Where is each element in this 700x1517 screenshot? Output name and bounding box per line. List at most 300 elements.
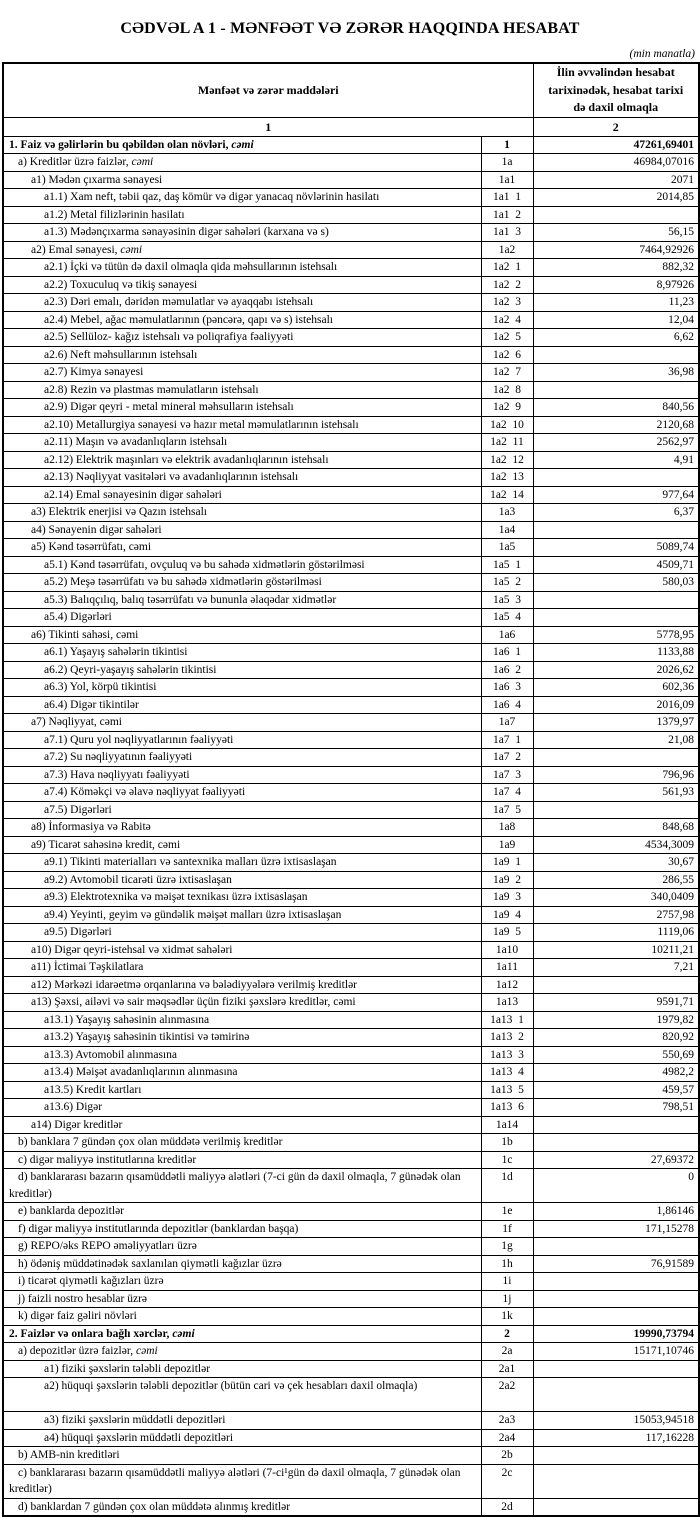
row-code: 1d bbox=[481, 1169, 533, 1203]
table-row bbox=[3, 171, 699, 189]
table-row bbox=[3, 1464, 699, 1498]
table-row bbox=[3, 1412, 699, 1430]
table-row bbox=[3, 346, 699, 364]
row-code: 1a9 4 bbox=[481, 906, 533, 924]
row-label: a2.2) Toxuculuq və tikiş sənayesi bbox=[3, 276, 481, 294]
row-label: a1) Mədən çıxarma sənayesi bbox=[3, 171, 481, 189]
table-row bbox=[3, 591, 699, 609]
row-code: 1a13 1 bbox=[481, 1011, 533, 1029]
row-label-emphasis: cəmi bbox=[172, 1327, 195, 1340]
row-code: 2a3 bbox=[481, 1412, 533, 1430]
row-code: 2a2 bbox=[481, 1378, 533, 1412]
row-label: a6.4) Digər tikintilər bbox=[3, 696, 481, 714]
row-code: 1a6 2 bbox=[481, 661, 533, 679]
row-code: 1a9 2 bbox=[481, 871, 533, 889]
table-row bbox=[3, 924, 699, 942]
row-value bbox=[533, 1273, 699, 1291]
table-row bbox=[3, 1151, 699, 1169]
row-value bbox=[533, 1134, 699, 1152]
row-value: 12,04 bbox=[533, 311, 699, 329]
table-row bbox=[3, 784, 699, 802]
row-label: j) faizli nostro hesablar üzrə bbox=[3, 1290, 481, 1308]
row-code: 1a2 2 bbox=[481, 276, 533, 294]
row-code: 2 bbox=[481, 1325, 533, 1343]
unit-note: (min manatla) bbox=[629, 48, 695, 60]
table-row bbox=[3, 1378, 699, 1412]
row-code: 1a11 bbox=[481, 959, 533, 977]
row-label: a13.4) Məişət avadanlıqlarının alınmasına bbox=[3, 1064, 481, 1082]
row-value bbox=[533, 1116, 699, 1134]
row-label: f) digər maliyyə institutlarında depozitlər (banklardan başqa) bbox=[3, 1220, 481, 1238]
row-label: a9.5) Digərləri bbox=[3, 924, 481, 942]
table-row bbox=[3, 1498, 699, 1516]
table-row bbox=[3, 766, 699, 784]
row-value bbox=[533, 1238, 699, 1256]
row-label: k) digər faiz gəliri növləri bbox=[3, 1308, 481, 1326]
row-value: 36,98 bbox=[533, 364, 699, 382]
table-row bbox=[3, 871, 699, 889]
row-code: 1a2 11 bbox=[481, 434, 533, 452]
table-row bbox=[3, 521, 699, 539]
row-code: 1a2 7 bbox=[481, 364, 533, 382]
row-label: a9.4) Yeyinti, geyim və gündəlik məişət malları üzrə ixtisaslaşan bbox=[3, 906, 481, 924]
row-label: a5.1) Kənd təsərrüfatı, ovçuluq və bu sahədə xidmətlərin göstərilməsi bbox=[3, 556, 481, 574]
table-row bbox=[3, 1220, 699, 1238]
row-code: 1a2 4 bbox=[481, 311, 533, 329]
row-code: 1a5 2 bbox=[481, 574, 533, 592]
row-value: 2120,68 bbox=[533, 416, 699, 434]
row-label: a2.5) Sellüloz- kağız istehsalı və poliqrafiya fəaliyyəti bbox=[3, 329, 481, 347]
row-label: a9) Ticarət sahəsinə kredit, cəmi bbox=[3, 836, 481, 854]
row-value: 840,56 bbox=[533, 399, 699, 417]
row-value bbox=[533, 469, 699, 487]
row-label-emphasis: cəmi bbox=[231, 138, 254, 151]
table-row bbox=[3, 1447, 699, 1465]
row-value bbox=[533, 749, 699, 767]
row-code: 1a9 3 bbox=[481, 889, 533, 907]
row-code: 1e bbox=[481, 1203, 533, 1221]
table-row bbox=[3, 224, 699, 242]
row-code: 1a7 bbox=[481, 714, 533, 732]
row-code: 1a5 1 bbox=[481, 556, 533, 574]
profit-loss-table bbox=[2, 62, 700, 1517]
row-label: a7.4) Köməkçi və əlavə nəqliyyat fəaliyyəti bbox=[3, 784, 481, 802]
row-value: 30,67 bbox=[533, 854, 699, 872]
row-label: a8) İnformasiya və Rabitə bbox=[3, 819, 481, 837]
table-row bbox=[3, 1343, 699, 1361]
row-code: 1a9 1 bbox=[481, 854, 533, 872]
row-label: a1) fiziki şəxslərin tələbli depozitlər bbox=[3, 1360, 481, 1378]
column-number-row bbox=[3, 117, 699, 136]
table-row bbox=[3, 854, 699, 872]
row-label: e) banklarda depozitlər bbox=[3, 1203, 481, 1221]
row-label: b) banklara 7 gündən çox olan müddətə verilmiş kreditlər bbox=[3, 1134, 481, 1152]
row-label: a13.3) Avtomobil alınmasına bbox=[3, 1046, 481, 1064]
table-row bbox=[3, 136, 699, 154]
row-value: 1119,06 bbox=[533, 924, 699, 942]
row-code: 1a2 14 bbox=[481, 486, 533, 504]
row-value: 2026,62 bbox=[533, 661, 699, 679]
table-row bbox=[3, 451, 699, 469]
table-row bbox=[3, 714, 699, 732]
row-code: 1a2 9 bbox=[481, 399, 533, 417]
row-label: a7) Nəqliyyat, cəmi bbox=[3, 714, 481, 732]
row-value bbox=[533, 346, 699, 364]
row-value: 2562,97 bbox=[533, 434, 699, 452]
row-label: a1.2) Metal filizlərinin hasilatı bbox=[3, 206, 481, 224]
row-value bbox=[533, 591, 699, 609]
row-label: a9.1) Tikinti materialları və santexnika malları üzrə ixtisaslaşan bbox=[3, 854, 481, 872]
row-label: a2.6) Neft məhsullarının istehsalı bbox=[3, 346, 481, 364]
row-code: 1a7 1 bbox=[481, 731, 533, 749]
row-value: 2757,98 bbox=[533, 906, 699, 924]
table-row bbox=[3, 644, 699, 662]
table-row bbox=[3, 1099, 699, 1117]
row-code: 1a10 bbox=[481, 941, 533, 959]
row-label: a2) hüquqi şəxslərin tələbli depozitlər (bütün cari və çek hesabları daxil olmaqla) bbox=[3, 1378, 481, 1412]
row-value: 4,91 bbox=[533, 451, 699, 469]
row-code: 1a13 5 bbox=[481, 1081, 533, 1099]
row-value: 1979,82 bbox=[533, 1011, 699, 1029]
row-label: a2.9) Digər qeyri - metal mineral məhsulların istehsalı bbox=[3, 399, 481, 417]
row-value bbox=[533, 609, 699, 627]
row-code: 1a5 bbox=[481, 539, 533, 557]
row-label: a2.8) Rezin və plastmas məmulatların istehsalı bbox=[3, 381, 481, 399]
row-value: 602,36 bbox=[533, 679, 699, 697]
row-label-emphasis: cəmi bbox=[131, 156, 154, 168]
table-row bbox=[3, 154, 699, 172]
row-value: 882,32 bbox=[533, 259, 699, 277]
row-code: 1a13 6 bbox=[481, 1099, 533, 1117]
row-label: a5.2) Meşə təsərrüfatı və bu sahədə xidmətlərin göstərilməsi bbox=[3, 574, 481, 592]
row-code: 1a3 bbox=[481, 504, 533, 522]
row-code: 1k bbox=[481, 1308, 533, 1326]
row-value: 15053,94518 bbox=[533, 1412, 699, 1430]
row-value: 171,15278 bbox=[533, 1220, 699, 1238]
row-value: 27,69372 bbox=[533, 1151, 699, 1169]
row-code: 1a4 bbox=[481, 521, 533, 539]
row-label: d) banklardan 7 gündən çox olan müddətə alınmış kreditlər bbox=[3, 1498, 481, 1516]
row-value: 7464,92926 bbox=[533, 241, 699, 259]
table-row bbox=[3, 959, 699, 977]
row-value bbox=[533, 1447, 699, 1465]
row-code: 1a1 3 bbox=[481, 224, 533, 242]
row-code: 1a7 2 bbox=[481, 749, 533, 767]
row-value: 11,23 bbox=[533, 294, 699, 312]
row-code: 2b bbox=[481, 1447, 533, 1465]
row-value: 340,0409 bbox=[533, 889, 699, 907]
row-code: 1f bbox=[481, 1220, 533, 1238]
row-label: a6.1) Yaşayış sahələrin tikintisi bbox=[3, 644, 481, 662]
table-row bbox=[3, 1029, 699, 1047]
table-row bbox=[3, 189, 699, 207]
row-label: a7.2) Su nəqliyyatının fəaliyyəti bbox=[3, 749, 481, 767]
table-row bbox=[3, 206, 699, 224]
row-label: d) banklararası bazarın qısamüddətli maliyyə alətləri (7-ci gün də daxil olmaqla, 7 günədək olan kreditlər) bbox=[3, 1169, 481, 1203]
row-code: 1a6 3 bbox=[481, 679, 533, 697]
column-number-items: 1 bbox=[3, 117, 533, 136]
row-label: a1.3) Mədənçıxarma sənayəsinin digər sahələri (karxana və s) bbox=[3, 224, 481, 242]
row-value: 117,16228 bbox=[533, 1429, 699, 1447]
row-value: 7,21 bbox=[533, 959, 699, 977]
column-header-period: İlin əvvəlindən hesabat tarixinədək, hesabat tarixi də daxil olmaqla bbox=[533, 63, 699, 117]
row-value: 2014,85 bbox=[533, 189, 699, 207]
row-value: 9591,71 bbox=[533, 994, 699, 1012]
table-row bbox=[3, 416, 699, 434]
table-row bbox=[3, 906, 699, 924]
table-row bbox=[3, 696, 699, 714]
table-row bbox=[3, 311, 699, 329]
row-code: 1a2 6 bbox=[481, 346, 533, 364]
row-label: a2.12) Elektrik maşınları və elektrik avadanlıqlarının istehsalı bbox=[3, 451, 481, 469]
table-row bbox=[3, 836, 699, 854]
row-code: 1a2 12 bbox=[481, 451, 533, 469]
column-header-items: Mənfəət və zərər maddələri bbox=[3, 63, 533, 117]
row-code: 1a13 4 bbox=[481, 1064, 533, 1082]
row-code: 2c bbox=[481, 1464, 533, 1498]
row-value: 5778,95 bbox=[533, 626, 699, 644]
table-row bbox=[3, 1429, 699, 1447]
table-row bbox=[3, 434, 699, 452]
table-row bbox=[3, 399, 699, 417]
row-value bbox=[533, 1308, 699, 1326]
table-row bbox=[3, 1081, 699, 1099]
row-code: 1a2 10 bbox=[481, 416, 533, 434]
row-code: 1a6 1 bbox=[481, 644, 533, 662]
report-page bbox=[0, 20, 700, 1517]
row-value: 848,68 bbox=[533, 819, 699, 837]
row-code: 1a1 bbox=[481, 171, 533, 189]
row-code: 1a2 3 bbox=[481, 294, 533, 312]
row-label-emphasis: cəmi bbox=[120, 243, 143, 256]
row-value: 15171,10746 bbox=[533, 1343, 699, 1361]
row-label: a9.2) Avtomobil ticarəti üzrə ixtisaslaşan bbox=[3, 871, 481, 889]
row-value: 1133,88 bbox=[533, 644, 699, 662]
row-value: 56,15 bbox=[533, 224, 699, 242]
row-label: a2.4) Mebel, ağac məmulatlarının (pəncərə, qapı və s) istehsalı bbox=[3, 311, 481, 329]
table-header bbox=[3, 63, 699, 136]
table-row bbox=[3, 486, 699, 504]
row-label: a) depozitlər üzrə faizlər, cəmi bbox=[3, 1343, 481, 1361]
table-row bbox=[3, 941, 699, 959]
row-label: a2.3) Dəri emalı, dəridən məmulatlar və ayaqqabı istehsalı bbox=[3, 294, 481, 312]
row-code: 1 bbox=[481, 136, 533, 154]
row-value: 19990,73794 bbox=[533, 1325, 699, 1343]
row-label: a14) Digər kreditlər bbox=[3, 1116, 481, 1134]
row-code: 1a5 3 bbox=[481, 591, 533, 609]
row-code: 1j bbox=[481, 1290, 533, 1308]
row-code: 1a6 bbox=[481, 626, 533, 644]
row-label: a7.5) Digərləri bbox=[3, 801, 481, 819]
table-row bbox=[3, 1011, 699, 1029]
row-label: a2.14) Emal sənayesinin digər sahələri bbox=[3, 486, 481, 504]
table-row bbox=[3, 1203, 699, 1221]
row-code: 1i bbox=[481, 1273, 533, 1291]
row-label: a12) Mərkəzi idarəetmə orqanlarına və bələdiyyələrə verilmiş kreditlər bbox=[3, 976, 481, 994]
row-code: 1a8 bbox=[481, 819, 533, 837]
table-row bbox=[3, 976, 699, 994]
row-value: 561,93 bbox=[533, 784, 699, 802]
row-value bbox=[533, 1498, 699, 1516]
row-value bbox=[533, 801, 699, 819]
row-code: 1g bbox=[481, 1238, 533, 1256]
table-row bbox=[3, 1255, 699, 1273]
row-code: 1a1 2 bbox=[481, 206, 533, 224]
table-row bbox=[3, 661, 699, 679]
row-code: 1a13 bbox=[481, 994, 533, 1012]
row-label: a13.6) Digər bbox=[3, 1099, 481, 1117]
table-row bbox=[3, 241, 699, 259]
row-value: 76,91589 bbox=[533, 1255, 699, 1273]
row-label: a7.3) Hava nəqliyyatı fəaliyyəti bbox=[3, 766, 481, 784]
row-code: 1a14 bbox=[481, 1116, 533, 1134]
row-label: a6.3) Yol, körpü tikintisi bbox=[3, 679, 481, 697]
row-label: a6) Tikinti sahəsi, cəmi bbox=[3, 626, 481, 644]
row-value: 2016,09 bbox=[533, 696, 699, 714]
row-label: a1.1) Xam neft, təbii qaz, daş kömür və digər yanacaq növlərinin hasilatı bbox=[3, 189, 481, 207]
row-label: h) ödəniş müddətinədək saxlanılan qiymətli kağızlar üzrə bbox=[3, 1255, 481, 1273]
table-row bbox=[3, 1308, 699, 1326]
row-label: a7.1) Quru yol nəqliyyatlarının fəaliyyəti bbox=[3, 731, 481, 749]
row-value: 550,69 bbox=[533, 1046, 699, 1064]
row-label: 2. Faizlər və onlara bağlı xərclər, cəmi bbox=[3, 1325, 481, 1343]
row-label: a2) Emal sənayesi, cəmi bbox=[3, 241, 481, 259]
row-label: c) digər maliyyə institutlarına kreditlər bbox=[3, 1151, 481, 1169]
row-label: a) Kreditlər üzrə faizlər, cəmi bbox=[3, 154, 481, 172]
row-code: 1a bbox=[481, 154, 533, 172]
row-value: 8,97926 bbox=[533, 276, 699, 294]
row-value bbox=[533, 1360, 699, 1378]
row-code: 1a6 4 bbox=[481, 696, 533, 714]
row-value: 6,37 bbox=[533, 504, 699, 522]
row-label: a4) hüquqi şəxslərin müddətli depozitləri bbox=[3, 1429, 481, 1447]
row-label: a3) fiziki şəxslərin müddətli depozitləri bbox=[3, 1412, 481, 1430]
row-value bbox=[533, 521, 699, 539]
row-value: 796,96 bbox=[533, 766, 699, 784]
table-row bbox=[3, 364, 699, 382]
row-code: 1a7 4 bbox=[481, 784, 533, 802]
row-label: a4) Sənayenin digər sahələri bbox=[3, 521, 481, 539]
row-label: a2.13) Nəqliyyat vasitələri və avadanlıqlarının istehsalı bbox=[3, 469, 481, 487]
table-row bbox=[3, 1273, 699, 1291]
row-code: 1a2 1 bbox=[481, 259, 533, 277]
table-row bbox=[3, 381, 699, 399]
row-code: 2a1 bbox=[481, 1360, 533, 1378]
row-code: 1a13 3 bbox=[481, 1046, 533, 1064]
row-value: 6,62 bbox=[533, 329, 699, 347]
row-label: i) ticarət qiymətli kağızları üzrə bbox=[3, 1273, 481, 1291]
row-value: 1,86146 bbox=[533, 1203, 699, 1221]
row-value: 1379,97 bbox=[533, 714, 699, 732]
row-value bbox=[533, 976, 699, 994]
row-code: 1a2 bbox=[481, 241, 533, 259]
table-row bbox=[3, 1325, 699, 1343]
table-row bbox=[3, 259, 699, 277]
row-label: a13.5) Kredit kartları bbox=[3, 1081, 481, 1099]
table-body bbox=[3, 136, 699, 1516]
row-value: 4982,2 bbox=[533, 1064, 699, 1082]
table-row bbox=[3, 1290, 699, 1308]
row-label: a2.11) Maşın və avadanlıqların istehsalı bbox=[3, 434, 481, 452]
table-row bbox=[3, 731, 699, 749]
table-row bbox=[3, 539, 699, 557]
row-value: 46984,07016 bbox=[533, 154, 699, 172]
row-value: 5089,74 bbox=[533, 539, 699, 557]
row-code: 1a7 3 bbox=[481, 766, 533, 784]
row-value: 798,51 bbox=[533, 1099, 699, 1117]
row-code: 1a2 5 bbox=[481, 329, 533, 347]
row-label: a10) Digər qeyri-istehsal və xidmət sahələri bbox=[3, 941, 481, 959]
table-row bbox=[3, 819, 699, 837]
row-label: a13.2) Yaşayış sahəsinin tikintisi və təmirinə bbox=[3, 1029, 481, 1047]
page-title: CƏDVƏL A 1 - MƏNFƏƏT VƏ ZƏRƏR HAQQINDA HESABAT bbox=[120, 20, 580, 37]
row-label: b) AMB-nin kreditləri bbox=[3, 1447, 481, 1465]
table-row bbox=[3, 504, 699, 522]
table-row bbox=[3, 889, 699, 907]
table-row bbox=[3, 626, 699, 644]
row-value: 820,92 bbox=[533, 1029, 699, 1047]
row-code: 2d bbox=[481, 1498, 533, 1516]
row-label: a13) Şəxsi, ailəvi və sair məqsədlər üçün fiziki şəxslərə kreditlər, cəmi bbox=[3, 994, 481, 1012]
table-row bbox=[3, 469, 699, 487]
table-row bbox=[3, 1064, 699, 1082]
row-code: 1a2 8 bbox=[481, 381, 533, 399]
row-label: a5.3) Balıqçılıq, balıq təsərrüfatı və bununla əlaqədar xidmətlər bbox=[3, 591, 481, 609]
row-value: 21,08 bbox=[533, 731, 699, 749]
row-value: 4509,71 bbox=[533, 556, 699, 574]
row-label: a5.4) Digərləri bbox=[3, 609, 481, 627]
table-row bbox=[3, 994, 699, 1012]
row-value: 2071 bbox=[533, 171, 699, 189]
row-label: a5) Kənd təsərrüfatı, cəmi bbox=[3, 539, 481, 557]
row-label: a9.3) Elektrotexnika və məişət texnikası üzrə ixtisaslaşan bbox=[3, 889, 481, 907]
row-value bbox=[533, 1464, 699, 1498]
row-code: 1a9 bbox=[481, 836, 533, 854]
row-code: 2a4 bbox=[481, 1429, 533, 1447]
row-label: g) REPO/əks REPO əməliyyatları üzrə bbox=[3, 1238, 481, 1256]
row-code: 1h bbox=[481, 1255, 533, 1273]
row-code: 1c bbox=[481, 1151, 533, 1169]
row-code: 1a5 4 bbox=[481, 609, 533, 627]
row-code: 2a bbox=[481, 1343, 533, 1361]
row-label: a13.1) Yaşayış sahəsinin alınmasına bbox=[3, 1011, 481, 1029]
row-value bbox=[533, 381, 699, 399]
row-code: 1a13 2 bbox=[481, 1029, 533, 1047]
row-value: 286,55 bbox=[533, 871, 699, 889]
row-label: a11) İctimai Təşkilatlara bbox=[3, 959, 481, 977]
table-row bbox=[3, 1238, 699, 1256]
table-row bbox=[3, 294, 699, 312]
table-row bbox=[3, 1046, 699, 1064]
table-row bbox=[3, 329, 699, 347]
table-row bbox=[3, 1134, 699, 1152]
row-value: 47261,69401 bbox=[533, 136, 699, 154]
row-value bbox=[533, 206, 699, 224]
row-code: 1a2 13 bbox=[481, 469, 533, 487]
column-number-period: 2 bbox=[533, 117, 699, 136]
row-value bbox=[533, 1290, 699, 1308]
row-value: 459,57 bbox=[533, 1081, 699, 1099]
row-label: 1. Faiz və gəlirlərin bu qəbildən olan növləri, cəmi bbox=[3, 136, 481, 154]
table-row bbox=[3, 801, 699, 819]
row-code: 1a9 5 bbox=[481, 924, 533, 942]
row-label: c) banklararası bazarın qısamüddətli maliyyə alətləri (7-ci¹gün də daxil olmaqla, 7 günədək olan kreditlər) bbox=[3, 1464, 481, 1498]
row-label: a2.10) Metallurgiya sənayesi və hazır metal məmulatlarının istehsalı bbox=[3, 416, 481, 434]
row-value: 4534,3009 bbox=[533, 836, 699, 854]
row-value: 977,64 bbox=[533, 486, 699, 504]
row-label: a2.1) İçki və tütün də daxil olmaqla qida məhsullarının istehsalı bbox=[3, 259, 481, 277]
row-code: 1b bbox=[481, 1134, 533, 1152]
